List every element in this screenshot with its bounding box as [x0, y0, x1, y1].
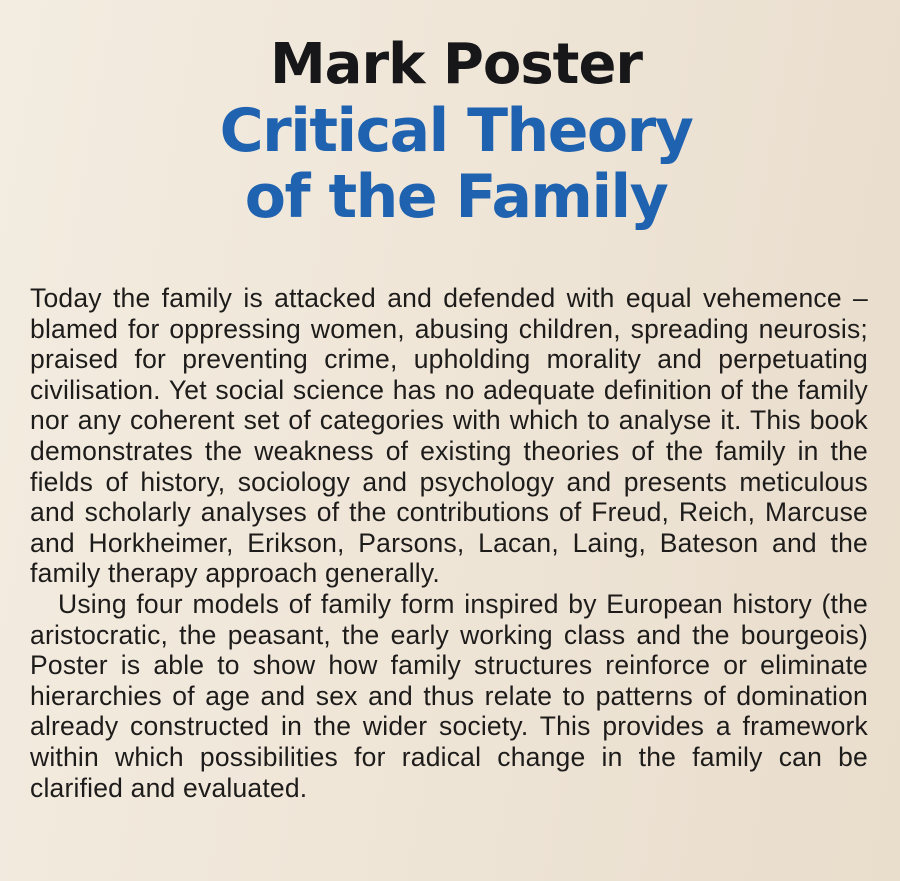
author-name: Mark Poster: [269, 32, 643, 97]
book-title-line-2: of the Family: [244, 162, 668, 232]
book-title: [0, 98, 900, 230]
book-title-line-1: Critical Theory: [219, 96, 693, 166]
blurb-paragraph-1: Today the family is attacked and defended with equal vehemence – blamed for oppressing women, abusing children, spreading neurosis; praised for preventing crime, upholding morality and perpetuating civilisation. Yet social science has no adequate definition of the family nor any coherent set of categories with which to analyse it. This book demonstrates the weakness of existing theories of the family in the fields of history, sociology and psychology and presents meticulous and scholarly analyses of the contributions of Freud, Reich, Marcuse and Horkheimer, Erikson, Parsons, Lacan, Laing, Bateson and the family therapy approach generally.: [30, 283, 868, 589]
blurb-paragraph-2: Using four models of family form inspired by European history (the aristocratic, the peasant, the early working class and the bourgeois) Poster is able to show how family structures reinforce or eliminate hierarchies of age and sex and thus relate to patterns of domination already constructed in the wider society. This provides a framework within which possibilities for radical change in the family can be clarified and evaluated.: [30, 588, 868, 803]
cover-blurb: [30, 283, 868, 803]
